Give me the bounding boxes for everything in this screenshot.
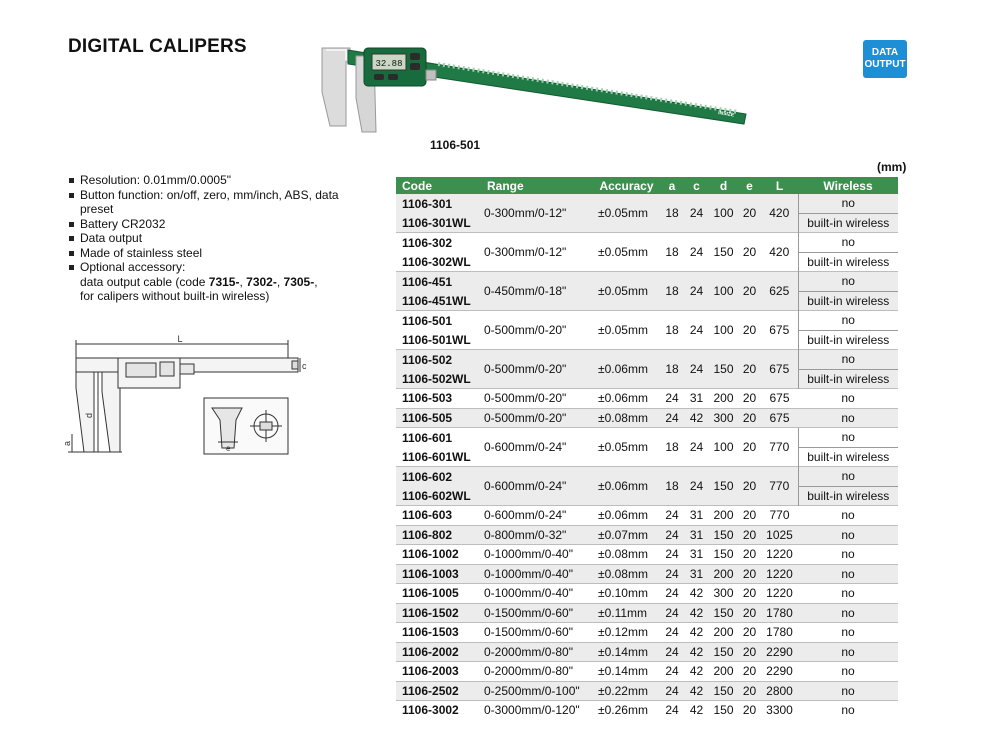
cell-code: 1106-505 bbox=[396, 408, 481, 428]
cell-code: 1106-302WL bbox=[396, 252, 481, 272]
cell-d: 200 bbox=[709, 564, 738, 584]
table-row bbox=[396, 564, 898, 584]
table-row bbox=[396, 701, 898, 720]
column-header-wireless: Wireless bbox=[798, 177, 898, 194]
feature-text: for calipers without built-in wireless) bbox=[80, 289, 270, 303]
cell-accuracy: ±0.05mm bbox=[593, 194, 660, 233]
cell-e: 20 bbox=[738, 506, 761, 526]
cell-accuracy: ±0.06mm bbox=[593, 350, 660, 389]
cell-e: 20 bbox=[738, 389, 761, 409]
table-body bbox=[396, 194, 898, 720]
cell-d: 300 bbox=[709, 584, 738, 604]
cell-range: 0-1500mm/0-60" bbox=[481, 623, 593, 643]
column-header-range: Range bbox=[481, 177, 593, 194]
table-row bbox=[396, 584, 898, 604]
column-header-accuracy: Accuracy bbox=[593, 177, 660, 194]
cell-wireless: built-in wireless bbox=[798, 330, 898, 350]
dimension-label-c: c bbox=[302, 361, 307, 371]
table-row bbox=[396, 467, 898, 487]
cell-L: 1780 bbox=[761, 623, 798, 643]
cell-code: 1106-2002 bbox=[396, 642, 481, 662]
table-row bbox=[396, 272, 898, 292]
cell-range: 0-500mm/0-20" bbox=[481, 389, 593, 409]
cell-accuracy: ±0.12mm bbox=[593, 623, 660, 643]
cell-d: 150 bbox=[709, 642, 738, 662]
specification-table bbox=[396, 177, 898, 720]
column-header-e: e bbox=[738, 177, 761, 194]
cell-accuracy: ±0.06mm bbox=[593, 467, 660, 506]
cell-e: 20 bbox=[738, 603, 761, 623]
cell-c: 24 bbox=[684, 311, 709, 350]
feature-text: data output cable (code bbox=[80, 274, 209, 289]
cell-e: 20 bbox=[738, 408, 761, 428]
cell-accuracy: ±0.05mm bbox=[593, 311, 660, 350]
table-row bbox=[396, 428, 898, 448]
column-header-a: a bbox=[660, 177, 684, 194]
cell-c: 42 bbox=[684, 584, 709, 604]
cell-accuracy: ±0.07mm bbox=[593, 525, 660, 545]
cell-e: 20 bbox=[738, 564, 761, 584]
cell-range: 0-800mm/0-32" bbox=[481, 525, 593, 545]
cell-range: 0-1500mm/0-60" bbox=[481, 603, 593, 623]
cell-L: 1220 bbox=[761, 545, 798, 565]
table-row bbox=[396, 194, 898, 213]
cell-code: 1106-502 bbox=[396, 350, 481, 370]
table-row bbox=[396, 311, 898, 331]
cell-code: 1106-301WL bbox=[396, 213, 481, 233]
dimension-label-a: a bbox=[62, 440, 72, 446]
cell-c: 42 bbox=[684, 408, 709, 428]
cell-a: 24 bbox=[660, 564, 684, 584]
table-row bbox=[396, 662, 898, 682]
feature-text: , bbox=[239, 274, 247, 289]
cell-wireless: no bbox=[798, 506, 898, 526]
cell-wireless: no bbox=[798, 408, 898, 428]
cell-code: 1106-1002 bbox=[396, 545, 481, 565]
feature-item-optional-accessory bbox=[68, 260, 368, 304]
cell-e: 20 bbox=[738, 545, 761, 565]
cell-c: 24 bbox=[684, 428, 709, 467]
cell-a: 24 bbox=[660, 525, 684, 545]
table-row bbox=[396, 506, 898, 526]
cell-range: 0-500mm/0-20" bbox=[481, 311, 593, 350]
column-header-c: c bbox=[684, 177, 709, 194]
cell-d: 200 bbox=[709, 506, 738, 526]
cell-range: 0-500mm/0-20" bbox=[481, 350, 593, 389]
feature-item: Made of stainless steel bbox=[68, 246, 368, 261]
cell-d: 200 bbox=[709, 389, 738, 409]
cell-wireless: no bbox=[798, 662, 898, 682]
cell-e: 20 bbox=[738, 525, 761, 545]
cell-wireless: no bbox=[798, 545, 898, 565]
cell-wireless: no bbox=[798, 272, 898, 292]
cell-d: 100 bbox=[709, 272, 738, 311]
cell-d: 150 bbox=[709, 603, 738, 623]
cell-L: 1025 bbox=[761, 525, 798, 545]
table-row bbox=[396, 681, 898, 701]
cell-code: 1106-301 bbox=[396, 194, 481, 213]
cell-e: 20 bbox=[738, 701, 761, 720]
cell-c: 24 bbox=[684, 467, 709, 506]
cell-code: 1106-3002 bbox=[396, 701, 481, 720]
cell-code: 1106-1003 bbox=[396, 564, 481, 584]
cell-wireless: no bbox=[798, 350, 898, 370]
feature-list bbox=[68, 173, 368, 304]
cell-e: 20 bbox=[738, 642, 761, 662]
cell-d: 150 bbox=[709, 545, 738, 565]
cell-range: 0-1000mm/0-40" bbox=[481, 564, 593, 584]
cell-wireless: no bbox=[798, 525, 898, 545]
cell-d: 150 bbox=[709, 350, 738, 389]
cell-c: 42 bbox=[684, 623, 709, 643]
cell-a: 24 bbox=[660, 408, 684, 428]
cell-L: 770 bbox=[761, 506, 798, 526]
cell-c: 24 bbox=[684, 350, 709, 389]
cell-e: 20 bbox=[738, 428, 761, 467]
cell-wireless: no bbox=[798, 603, 898, 623]
cell-wireless: built-in wireless bbox=[798, 213, 898, 233]
cell-e: 20 bbox=[738, 467, 761, 506]
cell-wireless: no bbox=[798, 564, 898, 584]
cell-code: 1106-502WL bbox=[396, 369, 481, 389]
cell-accuracy: ±0.05mm bbox=[593, 233, 660, 272]
table-row bbox=[396, 233, 898, 253]
cell-c: 24 bbox=[684, 194, 709, 233]
dimension-label-L: L bbox=[177, 334, 183, 344]
cell-L: 2290 bbox=[761, 662, 798, 682]
cell-a: 18 bbox=[660, 233, 684, 272]
feature-text: , bbox=[314, 274, 318, 289]
cell-e: 20 bbox=[738, 233, 761, 272]
cell-wireless: no bbox=[798, 584, 898, 604]
cell-code: 1106-603 bbox=[396, 506, 481, 526]
cell-L: 3300 bbox=[761, 701, 798, 720]
cell-accuracy: ±0.10mm bbox=[593, 584, 660, 604]
cell-accuracy: ±0.08mm bbox=[593, 545, 660, 565]
cell-code: 1106-2003 bbox=[396, 662, 481, 682]
cell-a: 24 bbox=[660, 506, 684, 526]
cell-code: 1106-1005 bbox=[396, 584, 481, 604]
cell-c: 31 bbox=[684, 545, 709, 565]
cell-accuracy: ±0.14mm bbox=[593, 642, 660, 662]
cell-e: 20 bbox=[738, 350, 761, 389]
data-output-badge bbox=[863, 40, 907, 78]
cell-e: 20 bbox=[738, 681, 761, 701]
cell-range: 0-3000mm/0-120" bbox=[481, 701, 593, 720]
table-row bbox=[396, 525, 898, 545]
cell-code: 1106-501WL bbox=[396, 330, 481, 350]
cell-c: 31 bbox=[684, 525, 709, 545]
cell-c: 24 bbox=[684, 272, 709, 311]
column-header-d: d bbox=[709, 177, 738, 194]
cell-L: 675 bbox=[761, 311, 798, 350]
cell-L: 2800 bbox=[761, 681, 798, 701]
cell-wireless: no bbox=[798, 428, 898, 448]
cell-accuracy: ±0.08mm bbox=[593, 564, 660, 584]
table-header-row bbox=[396, 177, 898, 194]
feature-item: Data output bbox=[68, 231, 368, 246]
cell-a: 24 bbox=[660, 584, 684, 604]
column-header-code: Code bbox=[396, 177, 481, 194]
cell-L: 770 bbox=[761, 428, 798, 467]
cell-wireless: no bbox=[798, 623, 898, 643]
cell-a: 18 bbox=[660, 311, 684, 350]
product-image-caption: 1106-501 bbox=[430, 138, 481, 152]
cell-d: 100 bbox=[709, 428, 738, 467]
cell-L: 675 bbox=[761, 389, 798, 409]
cell-range: 0-2000mm/0-80" bbox=[481, 642, 593, 662]
table-row bbox=[396, 623, 898, 643]
cell-c: 42 bbox=[684, 642, 709, 662]
badge-line-1: DATA bbox=[871, 47, 899, 58]
cell-wireless: built-in wireless bbox=[798, 291, 898, 311]
feature-item: Button function: on/off, zero, mm/inch, ABS, data preset bbox=[68, 188, 368, 217]
cell-range: 0-2000mm/0-80" bbox=[481, 662, 593, 682]
cell-L: 675 bbox=[761, 350, 798, 389]
cell-c: 42 bbox=[684, 662, 709, 682]
table-row bbox=[396, 350, 898, 370]
cell-wireless: no bbox=[798, 701, 898, 720]
table-row bbox=[396, 603, 898, 623]
cell-L: 1220 bbox=[761, 564, 798, 584]
cell-c: 42 bbox=[684, 701, 709, 720]
cell-wireless: no bbox=[798, 233, 898, 253]
cell-e: 20 bbox=[738, 584, 761, 604]
cell-L: 625 bbox=[761, 272, 798, 311]
caliper-dimension-drawing bbox=[62, 334, 307, 462]
cell-wireless: no bbox=[798, 311, 898, 331]
cell-wireless: built-in wireless bbox=[798, 252, 898, 272]
cell-code: 1106-601 bbox=[396, 428, 481, 448]
cell-code: 1106-503 bbox=[396, 389, 481, 409]
cell-code: 1106-501 bbox=[396, 311, 481, 331]
cell-c: 42 bbox=[684, 681, 709, 701]
cell-wireless: no bbox=[798, 467, 898, 487]
cell-a: 24 bbox=[660, 662, 684, 682]
cell-range: 0-2500mm/0-100" bbox=[481, 681, 593, 701]
cell-code: 1106-602WL bbox=[396, 486, 481, 506]
cell-a: 18 bbox=[660, 428, 684, 467]
accessory-code: 7305- bbox=[283, 274, 315, 289]
cell-code: 1106-451 bbox=[396, 272, 481, 292]
cell-c: 31 bbox=[684, 506, 709, 526]
cell-a: 24 bbox=[660, 681, 684, 701]
cell-L: 770 bbox=[761, 467, 798, 506]
cell-code: 1106-802 bbox=[396, 525, 481, 545]
cell-range: 0-600mm/0-24" bbox=[481, 467, 593, 506]
cell-accuracy: ±0.26mm bbox=[593, 701, 660, 720]
cell-e: 20 bbox=[738, 623, 761, 643]
dimension-label-d: d bbox=[84, 412, 94, 418]
cell-code: 1106-601WL bbox=[396, 447, 481, 467]
column-header-L: L bbox=[761, 177, 798, 194]
cell-a: 18 bbox=[660, 467, 684, 506]
cell-L: 1220 bbox=[761, 584, 798, 604]
cell-d: 300 bbox=[709, 408, 738, 428]
cell-d: 150 bbox=[709, 701, 738, 720]
cell-e: 20 bbox=[738, 272, 761, 311]
cell-L: 420 bbox=[761, 233, 798, 272]
cell-wireless: no bbox=[798, 194, 898, 213]
cell-wireless: no bbox=[798, 642, 898, 662]
cell-d: 200 bbox=[709, 623, 738, 643]
cell-accuracy: ±0.05mm bbox=[593, 272, 660, 311]
cell-range: 0-1000mm/0-40" bbox=[481, 545, 593, 565]
cell-range: 0-300mm/0-12" bbox=[481, 233, 593, 272]
cell-code: 1106-302 bbox=[396, 233, 481, 253]
cell-a: 24 bbox=[660, 545, 684, 565]
cell-L: 1780 bbox=[761, 603, 798, 623]
caliper-product-image bbox=[318, 42, 750, 134]
cell-L: 675 bbox=[761, 408, 798, 428]
accessory-code: 7302- bbox=[246, 274, 277, 289]
page-title: DIGITAL CALIPERS bbox=[68, 36, 247, 57]
caliper-brand-label: INSIZE bbox=[717, 110, 735, 119]
cell-a: 24 bbox=[660, 701, 684, 720]
table-row bbox=[396, 389, 898, 409]
unit-label: (mm) bbox=[877, 160, 907, 174]
cell-code: 1106-1503 bbox=[396, 623, 481, 643]
cell-a: 24 bbox=[660, 623, 684, 643]
cell-d: 100 bbox=[709, 311, 738, 350]
cell-range: 0-1000mm/0-40" bbox=[481, 584, 593, 604]
cell-c: 31 bbox=[684, 389, 709, 409]
cell-range: 0-600mm/0-24" bbox=[481, 506, 593, 526]
cell-d: 150 bbox=[709, 467, 738, 506]
cell-wireless: built-in wireless bbox=[798, 486, 898, 506]
cell-L: 2290 bbox=[761, 642, 798, 662]
badge-line-2: OUTPUT bbox=[864, 59, 906, 70]
cell-range: 0-300mm/0-12" bbox=[481, 194, 593, 233]
cell-d: 150 bbox=[709, 681, 738, 701]
cell-a: 18 bbox=[660, 272, 684, 311]
cell-accuracy: ±0.22mm bbox=[593, 681, 660, 701]
cell-c: 31 bbox=[684, 564, 709, 584]
cell-e: 20 bbox=[738, 662, 761, 682]
table-row bbox=[396, 642, 898, 662]
cell-range: 0-600mm/0-24" bbox=[481, 428, 593, 467]
cell-wireless: no bbox=[798, 681, 898, 701]
cell-d: 200 bbox=[709, 662, 738, 682]
cell-accuracy: ±0.06mm bbox=[593, 506, 660, 526]
cell-L: 420 bbox=[761, 194, 798, 233]
cell-accuracy: ±0.05mm bbox=[593, 428, 660, 467]
cell-wireless: built-in wireless bbox=[798, 447, 898, 467]
cell-d: 100 bbox=[709, 194, 738, 233]
cell-accuracy: ±0.06mm bbox=[593, 389, 660, 409]
dimension-label-e: e bbox=[226, 444, 231, 453]
caliper-display-reading: 32.88 bbox=[375, 59, 403, 69]
cell-a: 24 bbox=[660, 389, 684, 409]
cell-code: 1106-1502 bbox=[396, 603, 481, 623]
feature-text: Optional accessory: bbox=[80, 260, 186, 274]
table-row bbox=[396, 408, 898, 428]
cell-code: 1106-2502 bbox=[396, 681, 481, 701]
cell-a: 18 bbox=[660, 350, 684, 389]
cell-accuracy: ±0.08mm bbox=[593, 408, 660, 428]
cell-c: 24 bbox=[684, 233, 709, 272]
feature-item: Battery CR2032 bbox=[68, 217, 368, 232]
cell-accuracy: ±0.14mm bbox=[593, 662, 660, 682]
table-row bbox=[396, 545, 898, 565]
cell-range: 0-500mm/0-20" bbox=[481, 408, 593, 428]
cell-code: 1106-451WL bbox=[396, 291, 481, 311]
feature-text: , bbox=[276, 274, 284, 289]
feature-item: Resolution: 0.01mm/0.0005" bbox=[68, 173, 368, 188]
accessory-code: 7315- bbox=[208, 274, 240, 289]
cell-a: 18 bbox=[660, 194, 684, 233]
cell-a: 24 bbox=[660, 642, 684, 662]
cell-d: 150 bbox=[709, 525, 738, 545]
cell-e: 20 bbox=[738, 311, 761, 350]
cell-wireless: built-in wireless bbox=[798, 369, 898, 389]
cell-range: 0-450mm/0-18" bbox=[481, 272, 593, 311]
cell-accuracy: ±0.11mm bbox=[593, 603, 660, 623]
cell-a: 24 bbox=[660, 603, 684, 623]
cell-d: 150 bbox=[709, 233, 738, 272]
cell-c: 42 bbox=[684, 603, 709, 623]
cell-wireless: no bbox=[798, 389, 898, 409]
cell-e: 20 bbox=[738, 194, 761, 233]
cell-code: 1106-602 bbox=[396, 467, 481, 487]
